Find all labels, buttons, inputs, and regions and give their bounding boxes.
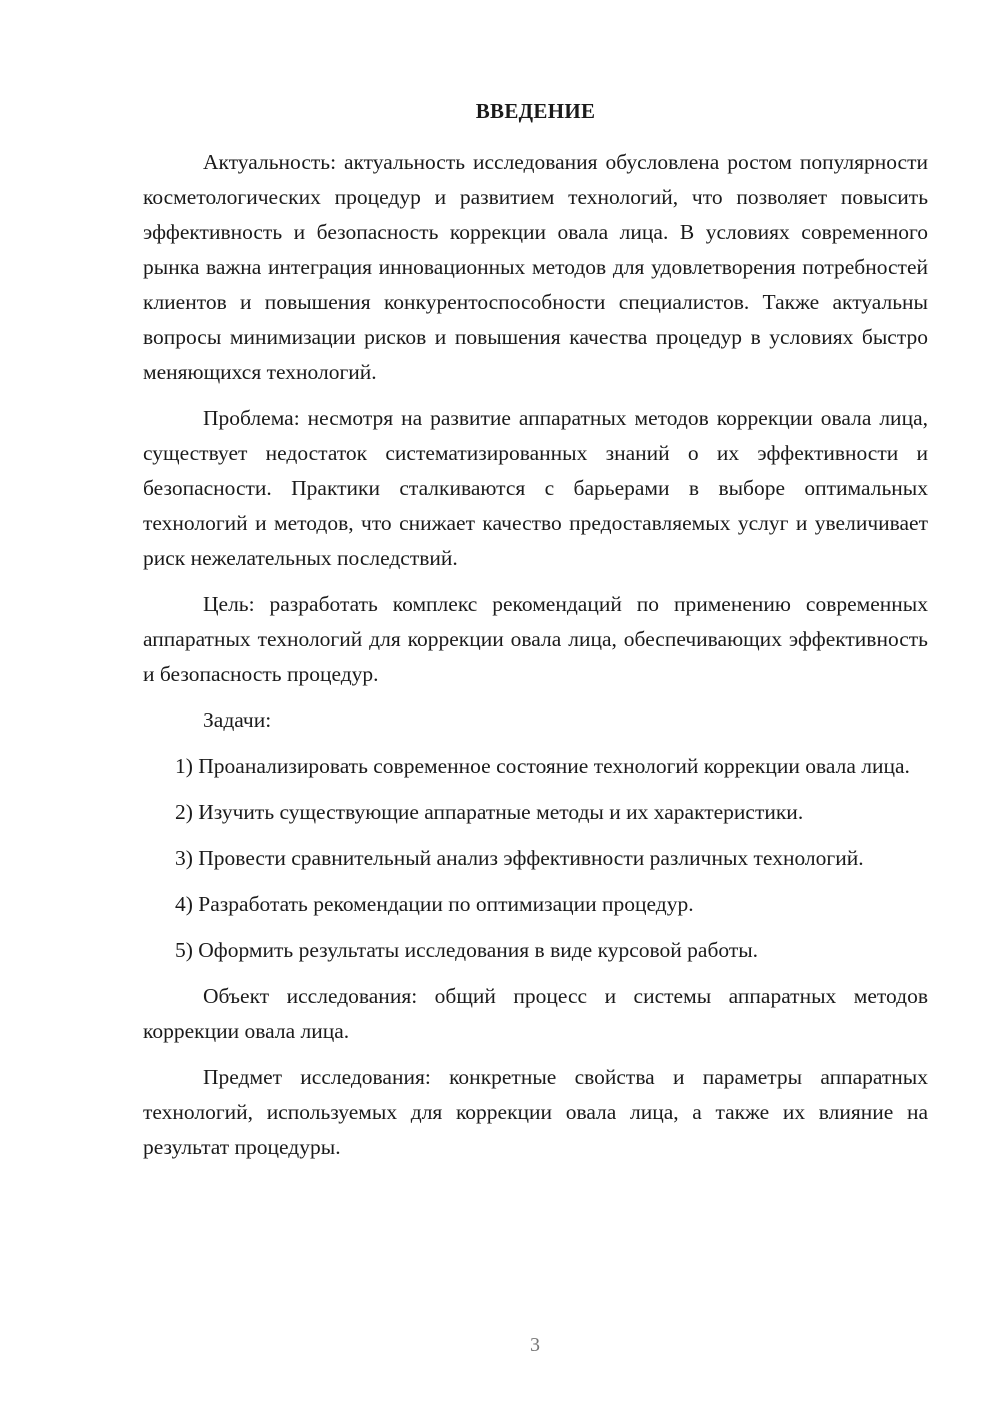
tasks-label: Задачи: bbox=[203, 708, 272, 732]
object-paragraph: Объект исследования: общий процесс и системы аппаратных методов коррекции овала лица. bbox=[143, 984, 928, 1043]
section-heading: ВВЕДЕНИЕ bbox=[475, 99, 596, 123]
task-item: 5) Оформить результаты исследования в виде курсовой работы. bbox=[175, 938, 759, 962]
document-page bbox=[143, 94, 928, 1176]
goal-paragraph: Цель: разработать комплекс рекомендаций по применению современных аппаратных технологий для коррекции овала лица, обеспечивающих эффективность и безопасность процедур. bbox=[143, 592, 928, 686]
page-number: 3 bbox=[530, 1334, 540, 1356]
task-item: 4) Разработать рекомендации по оптимизации процедур. bbox=[175, 892, 694, 916]
problem-paragraph: Проблема: несмотря на развитие аппаратных методов коррекции овала лица, существует недостаток систематизированных знаний о их эффективности и безопасности. Практики сталкиваются с барьерами в выборе оптимальных технологий и методов, что снижает качество предоставляемых услуг и увеличивает риск нежелательных последствий. bbox=[143, 406, 928, 570]
task-item: 3) Провести сравнительный анализ эффективности различных технологий. bbox=[175, 846, 864, 870]
relevance-paragraph: Актуальность: актуальность исследования обусловлена ростом популярности косметологических процедур и развитием технологий, что позволяет повысить эффективность и безопасность коррекции овала лица. В условиях современного рынка важна интеграция инновационных методов для удовлетворения потребностей клиентов и повышения конкурентоспособности специалистов. Также актуальны вопросы минимизации рисков и повышения качества процедур в условиях быстро меняющихся технологий. bbox=[143, 150, 928, 384]
task-item: 1) Проанализировать современное состояние технологий коррекции овала лица. bbox=[175, 754, 910, 778]
task-item: 2) Изучить существующие аппаратные методы и их характеристики. bbox=[175, 800, 804, 824]
subject-paragraph: Предмет исследования: конкретные свойства и параметры аппаратных технологий, используемых для коррекции овала лица, а также их влияние на результат процедуры. bbox=[143, 1065, 928, 1159]
